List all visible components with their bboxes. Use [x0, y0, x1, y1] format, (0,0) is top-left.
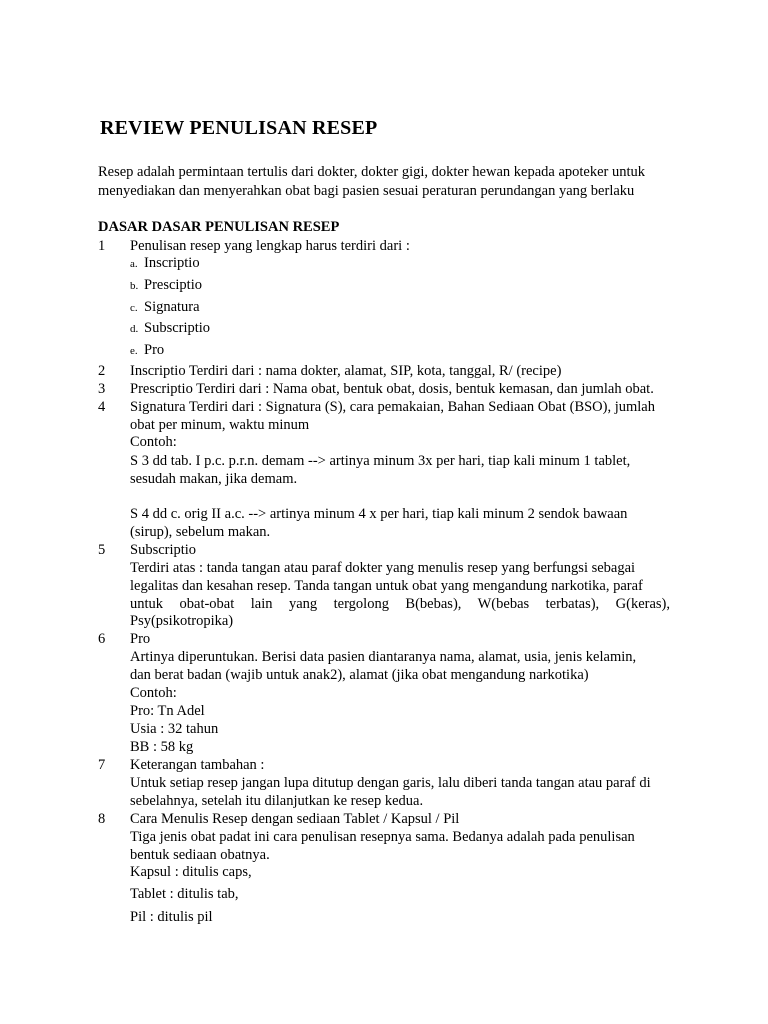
- item-text-line: S 4 dd c. orig II a.c. --> artinya minum 4 x per hari, tiap kali minum 2 sendok bawaan: [130, 506, 628, 522]
- item-text-line: obat per minum, waktu minum: [130, 417, 310, 433]
- item-text-line: Pro: Tn Adel: [130, 703, 205, 719]
- item-text-line: Pro: [130, 631, 151, 647]
- item-text-line: Contoh:: [130, 434, 177, 450]
- sub-item-letter: b.: [130, 280, 139, 292]
- item-text-line: Terdiri atas : tanda tangan atau paraf dokter yang menulis resep yang berfungsi sebagai: [130, 560, 636, 576]
- item-text-line: S 3 dd tab. I p.c. p.r.n. demam --> artinya minum 3x per hari, tiap kali minum 1 tablet,: [130, 453, 631, 469]
- item-number: 4: [98, 399, 106, 415]
- item-text: Inscriptio Terdiri dari : nama dokter, alamat, SIP, kota, tanggal, R/ (recipe): [130, 363, 562, 379]
- item-text-line: Pil : ditulis pil: [130, 909, 213, 925]
- item-text-line: Subscriptio: [130, 542, 197, 558]
- item-text: Prescriptio Terdiri dari : Nama obat, bentuk obat, dosis, bentuk kemasan, dan jumlah obat.: [130, 381, 654, 397]
- item-number: 8: [98, 811, 106, 827]
- item-text-line: (sirup), sebelum makan.: [130, 524, 271, 540]
- sub-item-label: Presciptio: [144, 277, 202, 293]
- sub-item: [130, 298, 200, 317]
- item-text-line: Artinya diperuntukan. Berisi data pasien diantaranya nama, alamat, usia, jenis kelamin,: [130, 649, 637, 665]
- item-text-line: Keterangan tambahan :: [130, 757, 265, 773]
- item-text-line: legalitas dan kesahan resep. Tanda tangan untuk obat yang mengandung narkotika, paraf: [130, 578, 643, 594]
- item-text-line: Contoh:: [130, 685, 177, 701]
- intro-line-2: menyediakan dan menyerahkan obat bagi pasien sesuai peraturan perundangan yang berlaku: [98, 183, 635, 199]
- sub-item-letter: c.: [130, 302, 138, 314]
- item-text-line: Psy(psikotropika): [130, 613, 234, 629]
- item-text-line: Untuk setiap resep jangan lupa ditutup dengan garis, lalu diberi tanda tangan atau paraf di: [130, 775, 651, 791]
- item-text-line: bentuk sediaan obatnya.: [130, 847, 270, 863]
- item-number: 7: [98, 757, 106, 773]
- section-heading: DASAR DASAR PENULISAN RESEP: [98, 219, 340, 235]
- item-text-line: Cara Menulis Resep dengan sediaan Tablet / Kapsul / Pil: [130, 811, 460, 827]
- item-number: 2: [98, 363, 106, 379]
- item-text-line: untuk obat-obat lain yang tergolong B(bebas), W(bebas terbatas), G(keras),: [130, 596, 670, 612]
- item-text-line: dan berat badan (wajib untuk anak2), alamat (jika obat mengandung narkotika): [130, 667, 589, 683]
- item-text-line: Kapsul : ditulis caps,: [130, 864, 252, 880]
- sub-item: [130, 341, 164, 360]
- sub-item-label: Subscriptio: [144, 320, 211, 336]
- page-title: REVIEW PENULISAN RESEP: [100, 117, 378, 139]
- item-text-line: BB : 58 kg: [130, 739, 194, 755]
- sub-item: [130, 254, 200, 273]
- sub-item-label: Signatura: [144, 299, 200, 315]
- item-text-line: Tablet : ditulis tab,: [130, 886, 239, 902]
- item-text-line: Signatura Terdiri dari : Signatura (S), cara pemakaian, Bahan Sediaan Obat (BSO), jumlah: [130, 399, 655, 415]
- item-text-line: sebelahnya, setelah itu dilanjutkan ke resep kedua.: [130, 793, 424, 809]
- item-number: 5: [98, 542, 106, 558]
- item-text-line: Usia : 32 tahun: [130, 721, 219, 737]
- sub-item-label: Pro: [144, 342, 165, 358]
- item-text: Penulisan resep yang lengkap harus terdiri dari :: [130, 238, 410, 254]
- sub-item-letter: e.: [130, 345, 138, 357]
- item-number: 6: [98, 631, 106, 647]
- sub-item-letter: a.: [130, 258, 138, 270]
- sub-item-label: Inscriptio: [144, 255, 200, 271]
- sub-item-letter: d.: [130, 323, 139, 335]
- intro-line-1: Resep adalah permintaan tertulis dari dokter, dokter gigi, dokter hewan kepada apoteker untuk: [98, 164, 646, 180]
- item-text-line: sesudah makan, jika demam.: [130, 471, 298, 487]
- item-number: 3: [98, 381, 106, 397]
- sub-item: [130, 276, 202, 295]
- sub-item: [130, 319, 210, 338]
- item-text-line: Tiga jenis obat padat ini cara penulisan resepnya sama. Bedanya adalah pada penulisan: [130, 829, 635, 845]
- item-number: 1: [98, 238, 106, 254]
